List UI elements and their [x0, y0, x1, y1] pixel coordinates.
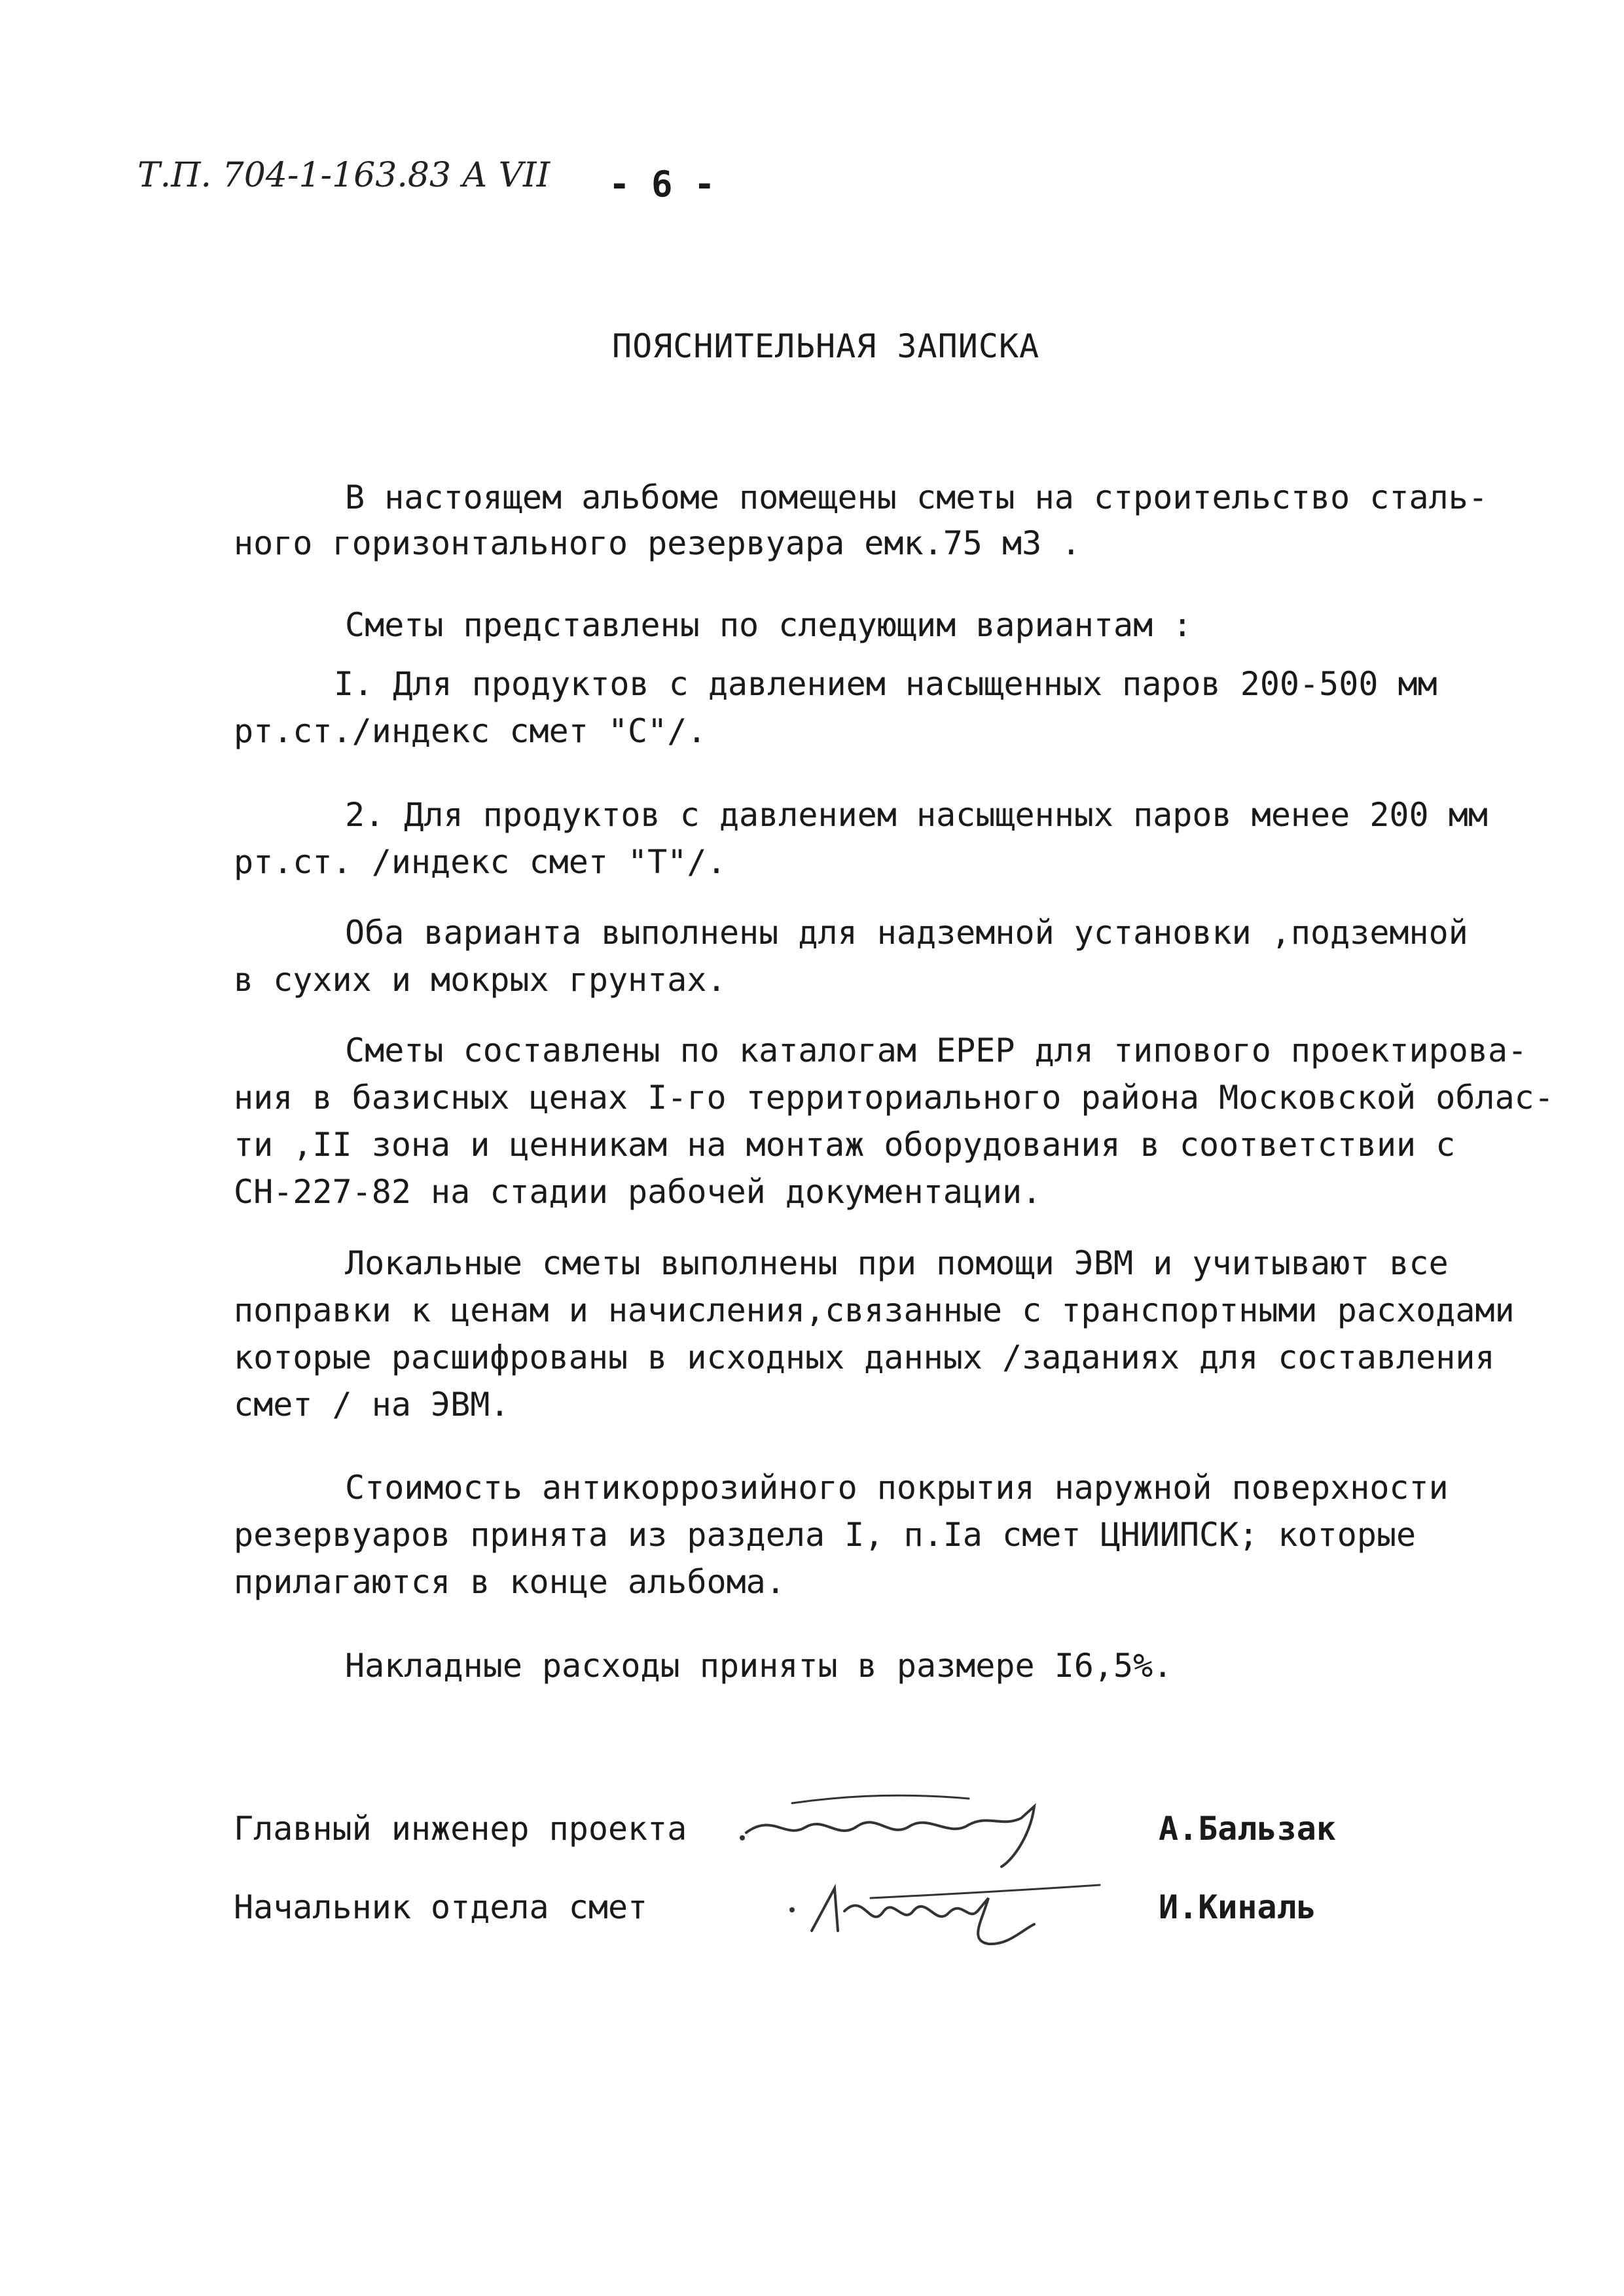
- paragraph-7-line-2: поправки к ценам и начисления,связанные с транспортными расходами: [234, 1291, 1515, 1329]
- paragraph-5-line-1: Оба варианта выполнены для надземной установки ,подземной: [345, 914, 1468, 952]
- paragraph-2-line-1: Сметы представлены по следующим вариантам :: [345, 606, 1193, 644]
- paragraph-8-line-1: Стоимость антикоррозийного покрытия наружной поверхности: [345, 1469, 1449, 1507]
- paragraph-5-line-2: в сухих и мокрых грунтах.: [234, 961, 727, 999]
- paragraph-4-line-1: 2. Для продуктов с давлением насыщенных паров менее 200 мм: [345, 796, 1488, 834]
- paragraph-6-line-4: СН-227-82 на стадии рабочей документации.: [234, 1173, 1042, 1211]
- paragraph-8-line-2: резервуаров принята из раздела I, п.Iа смет ЦНИИПСК; которые: [234, 1516, 1416, 1554]
- paragraph-3-line-2: рт.ст./индекс смет "С"/.: [234, 712, 707, 750]
- signatory-1-name: А.Бальзак: [1159, 1810, 1336, 1848]
- document-code: Т.П. 704-1-163.83 А VII: [137, 156, 550, 195]
- page-number: - 6 -: [609, 164, 715, 205]
- paragraph-8-line-3: прилагаются в конце альбома.: [234, 1563, 785, 1601]
- page-title: ПОЯСНИТЕЛЬНАЯ ЗАПИСКА: [612, 327, 1040, 365]
- paragraph-7-line-1: Локальные сметы выполнены при помощи ЭВМ и учитывают все: [345, 1244, 1449, 1282]
- paragraph-6-line-1: Сметы составлены по каталогам ЕРЕР для типового проектирова-: [345, 1031, 1528, 1069]
- paragraph-1-line-1: В настоящем альбоме помещены сметы на строительство сталь-: [345, 478, 1488, 516]
- signature-2-mark: [772, 1859, 1113, 1957]
- paragraph-4-line-2: рт.ст. /индекс смет "Т"/.: [234, 843, 727, 881]
- paragraph-7-line-4: смет / на ЭВМ.: [234, 1386, 510, 1424]
- paragraph-9-line-1: Накладные расходы приняты в размере I6,5%.: [345, 1647, 1173, 1685]
- paragraph-3-line-1: I. Для продуктов с давлением насыщенных паров 200-500 мм: [334, 665, 1437, 703]
- paragraph-7-line-3: которые расшифрованы в исходных данных /заданиях для составления: [234, 1338, 1495, 1376]
- signatory-2-name: И.Киналь: [1159, 1888, 1316, 1926]
- signatory-2-role: Начальник отдела смет: [234, 1888, 648, 1926]
- paragraph-1-line-2: ного горизонтального резервуара емк.75 м3 .: [234, 524, 1081, 562]
- signatory-1-role: Главный инженер проекта: [234, 1810, 687, 1848]
- paragraph-6-line-3: ти ,II зона и ценникам на монтаж оборудования в соответствии с: [234, 1126, 1456, 1164]
- paragraph-6-line-2: ния в базисных ценах I-го территориального района Московской облас-: [234, 1079, 1554, 1117]
